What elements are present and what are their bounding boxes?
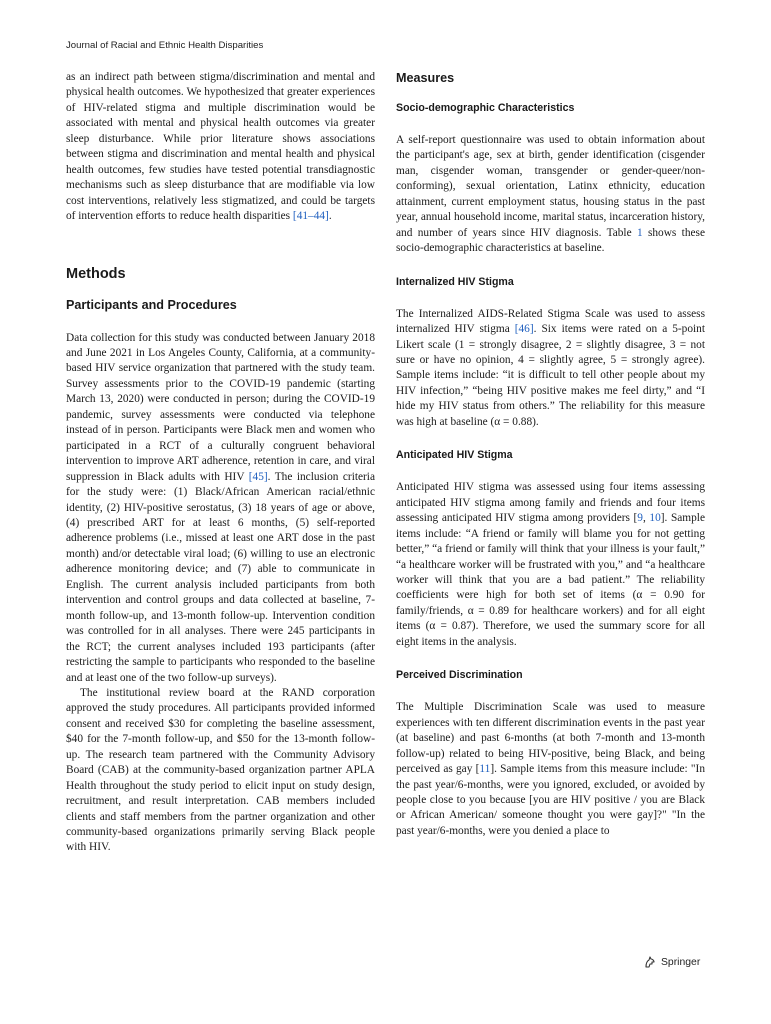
citation-link[interactable]: [46] bbox=[514, 323, 534, 336]
anticipated-text-end: ]. Sample items include: “A friend or family will blame you for not getting better,” “a friend or family will think that your illness is your fault,” “a healthcare worker will be frustrated with you,” and “a healthcare worker will think that you are a bad patient.” The reliability coefficients were high for both set of items (α = 0.90 for family/friends, α = 0.89 for healthcare workers) and for all eight items (α = 0.87). Therefore, we used the summary score for all eight items in the analysis. bbox=[396, 512, 705, 648]
intro-paragraph bbox=[66, 70, 375, 225]
intro-text: as an indirect path between stigma/discrimination and mental and physical health outcomes. We hypothesized that greater experiences of HIV-related stigma and multiple discrimination would be associated with mental and physical health outcomes via greater sleep disturbance. While prior literature shows associations between stigma and discrimination and mental health and physical health outcomes, few studies have tested potential transdiagnostic mechanisms such as sleep disturbance that are modifiable via low cost interventions, relatively less stigmatized, and could be targets of intervention efforts to reduce health disparities bbox=[66, 71, 375, 223]
measures-heading: Measures bbox=[396, 71, 455, 85]
internalized-text: The Internalized AIDS-Related Stigma Scale was used to assess internalized HIV stigma bbox=[396, 307, 705, 336]
methods-heading: Methods bbox=[66, 265, 126, 282]
participants-paragraph-2: The institutional review board at the RAND corporation approved the study procedures. All participants provided informed consent and received $30 for completing the baseline assessment, $40 for the 7-month follow-up, and $50 for the 13-month follow-up. The research team partnered with the Community Advisory Board (CAB) at the community-based organization partner APLA Health throughout the study period to elicit input on study design, recruitment, and result interpretation. CAB members included clients and staff members from the partner organization and other community-based organizations primarily serving Black people with HIV. bbox=[66, 686, 375, 854]
sociodemo-text: A self-report questionnaire was used to obtain information about the participant's age, sex at birth, gender identification (cisgender man, cisgender woman, transgender or gender-queer/non-conforming), sexual orientation, Latinx ethnicity, education attainment, current employment status, housing status in the past year, annual household income, marital status, incarceration history, and number of years since HIV diagnosis. Table bbox=[396, 134, 705, 239]
citation-link[interactable]: [41–44] bbox=[292, 210, 329, 223]
intro-text-end: . bbox=[328, 210, 332, 223]
sociodemo-text-end: shows these socio-demographic characteristics at baseline. bbox=[396, 226, 705, 255]
perceived-heading: Perceived Discrimination bbox=[396, 669, 523, 682]
sociodemo-paragraph bbox=[396, 133, 705, 257]
perceived-text: The Multiple Discrimination Scale was used to measure experiences with ten different discrimination events in the past year (at baseline) and past 6-months (at both 7-month and 13-month follow-up) related to being HIV-positive, being Black, and being perceived as gay [ bbox=[396, 701, 705, 776]
anticipated-text: Anticipated HIV stigma was assessed using four items assessing anticipated HIV stigma among family and friends and four items assessing anticipated HIV stigma among providers [ bbox=[396, 481, 705, 525]
springer-horse-icon bbox=[643, 955, 657, 969]
right-column bbox=[396, 70, 705, 839]
participants-heading: Participants and Procedures bbox=[66, 297, 237, 312]
perceived-text-end: ]. Sample items from this measure include: "In the past year/6-months, were you ignored, excluded, or avoided by people close to you because [you are HIV positive / you are Black or African American/ someone thought you were gay]?" "In the past year/6-months, were you denied a place to bbox=[396, 763, 706, 837]
perceived-paragraph bbox=[396, 700, 705, 839]
anticipated-heading: Anticipated HIV Stigma bbox=[396, 449, 513, 462]
table-link[interactable]: 1 bbox=[636, 226, 643, 239]
citation-link[interactable]: 9 bbox=[637, 512, 643, 525]
running-head: Journal of Racial and Ethnic Health Disparities bbox=[66, 40, 264, 51]
participants-text: Data collection for this study was conducted between January 2018 and June 2021 in Los Angeles County, California, at a community-based HIV service organization that partnered with the study team. Survey assessments prior to the COVID-19 pandemic (starting March 13, 2020) were conducted in person; during the COVID-19 pandemic, survey assessments were conducted via telephone instead of in person. Participants were Black men and women who participated in a RCT of a culturally congruent behavioral intervention to improve ART adherence, retention in care, and viral suppression in Black adults with HIV bbox=[66, 331, 375, 483]
publisher-name: Springer bbox=[661, 956, 701, 968]
participants-paragraph-1 bbox=[66, 331, 375, 686]
internalized-text-end: . Six items were rated on a 5-point Likert scale (1 = strongly disagree, 2 = slightly disagree, 3 = not sure or have no opinion, 4 = slightly agree, 5 = strongly agree). Sample items include: “it is difficult to tell other people about my HIV infection,” “being HIV positive makes me feel dirty,” and “I hide my HIV status from others.” The reliability for this measure was high at baseline (α = 0.88). bbox=[396, 323, 705, 428]
internalized-paragraph bbox=[396, 307, 705, 431]
citation-link[interactable]: 11 bbox=[479, 763, 491, 776]
anticipated-paragraph bbox=[396, 480, 705, 650]
publisher-footer bbox=[643, 955, 700, 969]
sociodemo-heading: Socio-demographic Characteristics bbox=[396, 102, 575, 114]
citation-link[interactable]: 10 bbox=[649, 512, 661, 525]
participants-text-end: . The inclusion criteria for the study were: (1) Black/African American racial/ethnic identity, (2) HIV-positive serostatus, (3) 18 years of age or above, (4) prescribed ART for at least 6 months, (5) self-reported adherence problems (i.e., missed at least one ART dose in the past month) and/or detectable viral load; (6) willing to use an electronic adherence monitoring device; and (7) able to communicate in English. The current analysis included participants from both intervention and control groups and data collected at baseline, 7-month follow-up, and 13-month follow-up. Intervention condition was controlled for in all analyses. There were 245 participants in the RCT; the current analyses included 193 participants (after restricting the sample to participants who responded to the baseline and at least one of the two follow-up surveys). bbox=[66, 470, 375, 684]
citation-separator: , bbox=[642, 512, 650, 525]
citation-link[interactable]: [45] bbox=[248, 470, 268, 483]
left-column bbox=[66, 70, 375, 856]
internalized-heading: Internalized HIV Stigma bbox=[396, 275, 514, 288]
